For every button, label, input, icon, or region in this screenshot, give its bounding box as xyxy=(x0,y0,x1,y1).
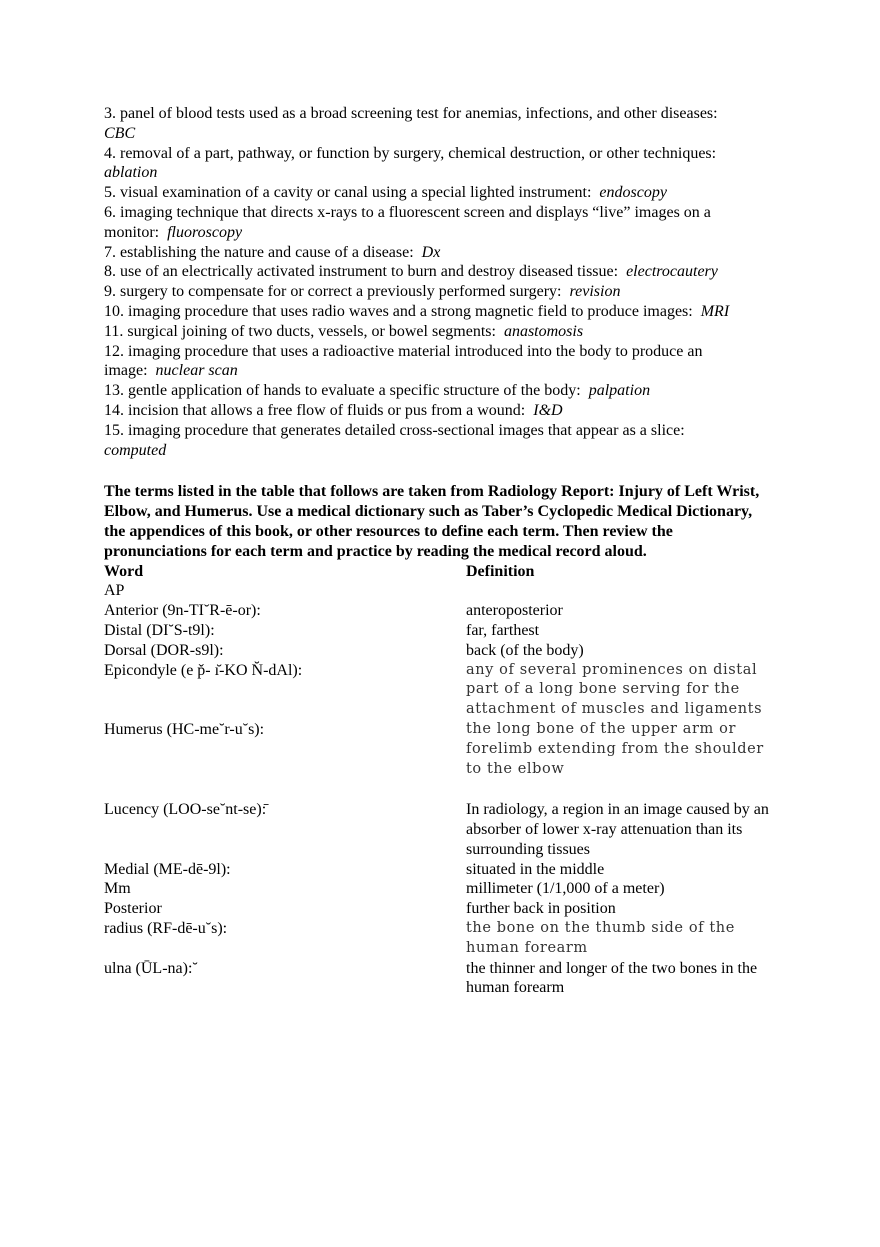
glossary-term: ulna (ŪL-na):˘ xyxy=(104,959,198,977)
definition-answer: Dx xyxy=(421,243,441,261)
definition-answer: palpation xyxy=(588,382,651,400)
definition-answer: CBC xyxy=(104,124,136,142)
glossary-term: Medial (ME-dē-9l): xyxy=(104,860,231,878)
definition-text: 9. surgery to compensate for or correct a previously performed surgery: xyxy=(104,283,562,301)
definition-item xyxy=(104,262,784,282)
definition-text: 3. panel of blood tests used as a broad screening test for anemias, infections, and other diseases: xyxy=(104,105,718,122)
glossary-definition: the long bone of the upper arm or forelimb extending from the shoulder to the elbow xyxy=(466,720,764,777)
definition-item xyxy=(104,322,784,342)
glossary-term: Anterior (9n-TI˘R-ē-or): xyxy=(104,602,261,620)
definition-answer: MRI xyxy=(700,302,730,320)
definition-answer: nuclear scan xyxy=(155,362,238,380)
glossary-definition: situated in the middle xyxy=(466,860,605,878)
definition-item xyxy=(104,104,784,144)
glossary-row xyxy=(104,621,784,641)
glossary-definition: back (of the body) xyxy=(466,641,584,659)
definition-item xyxy=(104,381,784,401)
definitions-list xyxy=(104,104,784,460)
header-definition: Definition xyxy=(466,562,535,580)
definition-answer: revision xyxy=(569,283,621,301)
glossary-term: AP xyxy=(104,582,125,600)
definition-answer: fluoroscopy xyxy=(167,223,243,241)
definition-text: 5. visual examination of a cavity or canal using a special lighted instrument: xyxy=(104,184,592,202)
glossary-row xyxy=(104,601,784,621)
definition-item xyxy=(104,302,784,322)
glossary-row xyxy=(104,720,784,779)
glossary-term: Humerus (HC-me˘r-u˘s): xyxy=(104,720,265,738)
definition-item xyxy=(104,282,784,302)
glossary-definition: millimeter (1/1,000 of a meter) xyxy=(466,880,665,898)
definition-text: 14. incision that allows a free flow of fluids or pus from a wound: xyxy=(104,401,526,419)
glossary-header-row xyxy=(104,562,784,582)
definition-item xyxy=(104,243,784,263)
glossary-row xyxy=(104,879,784,899)
glossary-rows xyxy=(104,581,784,998)
glossary-term: Mm xyxy=(104,880,131,898)
definition-answer: anastomosis xyxy=(503,322,584,340)
glossary-row xyxy=(104,959,784,999)
glossary-definition xyxy=(466,581,778,601)
glossary-definition: In radiology, a region in an image caused by an absorber of lower x-ray attenuation than its surrounding tissues xyxy=(466,801,769,858)
definition-item xyxy=(104,401,784,421)
glossary-definition: further back in position xyxy=(466,900,616,918)
glossary-table xyxy=(104,562,784,999)
glossary-term: Posterior xyxy=(104,900,162,918)
definition-text: 7. establishing the nature and cause of a disease: xyxy=(104,243,414,261)
definition-text: 4. removal of a part, pathway, or function by surgery, chemical destruction, or other techniques: xyxy=(104,144,717,162)
definition-text: 8. use of an electrically activated instrument to burn and destroy diseased tissue: xyxy=(104,263,619,281)
definition-item xyxy=(104,183,784,203)
glossary-row xyxy=(104,860,784,880)
glossary-term: Distal (DI˘S-t9l): xyxy=(104,621,215,639)
glossary-instructions: The terms listed in the table that follows are taken from Radiology Report: Injury of Left Wrist, Elbow, and Humerus. Use a medical dictionary such as Taber’s Cyclopedic Medical Dictionary, the appendices of this book, or other resources to define each term. Then review the pronunciations for each term and practice by reading the medical record aloud. xyxy=(104,483,760,560)
glossary-term: radius (RF-dē-u˘s): xyxy=(104,920,228,938)
definition-text: 6. imaging technique that directs x-rays to a fluorescent screen and displays “live” images on a monitor: xyxy=(104,203,711,241)
glossary-definition: anteroposterior xyxy=(466,602,563,620)
glossary-definition: the thinner and longer of the two bones in the human forearm xyxy=(466,959,758,997)
definition-answer: endoscopy xyxy=(599,184,667,202)
definition-item xyxy=(104,203,784,243)
definition-answer: ablation xyxy=(104,164,158,182)
definition-item xyxy=(104,421,784,461)
definition-answer: computed xyxy=(104,441,167,459)
glossary-row xyxy=(104,661,784,720)
glossary-definition: any of several prominences on distal part of a long bone serving for the attachment of muscles and ligaments xyxy=(466,661,763,718)
definition-answer: electrocautery xyxy=(626,263,718,281)
definition-text: 10. imaging procedure that uses radio waves and a strong magnetic field to produce images: xyxy=(104,302,693,320)
glossary-definition: the bone on the thumb side of the human forearm xyxy=(466,920,735,956)
definition-text: 11. surgical joining of two ducts, vessels, or bowel segments: xyxy=(104,322,496,340)
glossary-term: Lucency (LOO-se˘nt-se):̄ xyxy=(104,801,267,819)
glossary-term: Epicondyle (e p̌- ı̆-KO N̆-dAl): xyxy=(104,661,303,679)
document-page xyxy=(104,104,784,998)
glossary-term: Dorsal (DOR-s9l): xyxy=(104,641,224,659)
glossary-row xyxy=(104,899,784,919)
definition-item xyxy=(104,144,784,184)
definition-answer: I&D xyxy=(533,401,563,419)
glossary-row xyxy=(104,641,784,661)
definition-text: 13. gentle application of hands to evaluate a specific structure of the body: xyxy=(104,382,581,400)
glossary-row xyxy=(104,919,784,959)
row-spacer xyxy=(104,779,784,800)
definition-item xyxy=(104,342,784,382)
glossary-row xyxy=(104,800,784,859)
glossary-definition: far, farthest xyxy=(466,621,540,639)
definition-text: 12. imaging procedure that uses a radioactive material introduced into the body to produce an image: xyxy=(104,342,703,380)
definition-text: 15. imaging procedure that generates detailed cross-sectional images that appear as a slice: xyxy=(104,421,685,439)
header-word: Word xyxy=(104,562,144,580)
glossary-row xyxy=(104,581,784,601)
